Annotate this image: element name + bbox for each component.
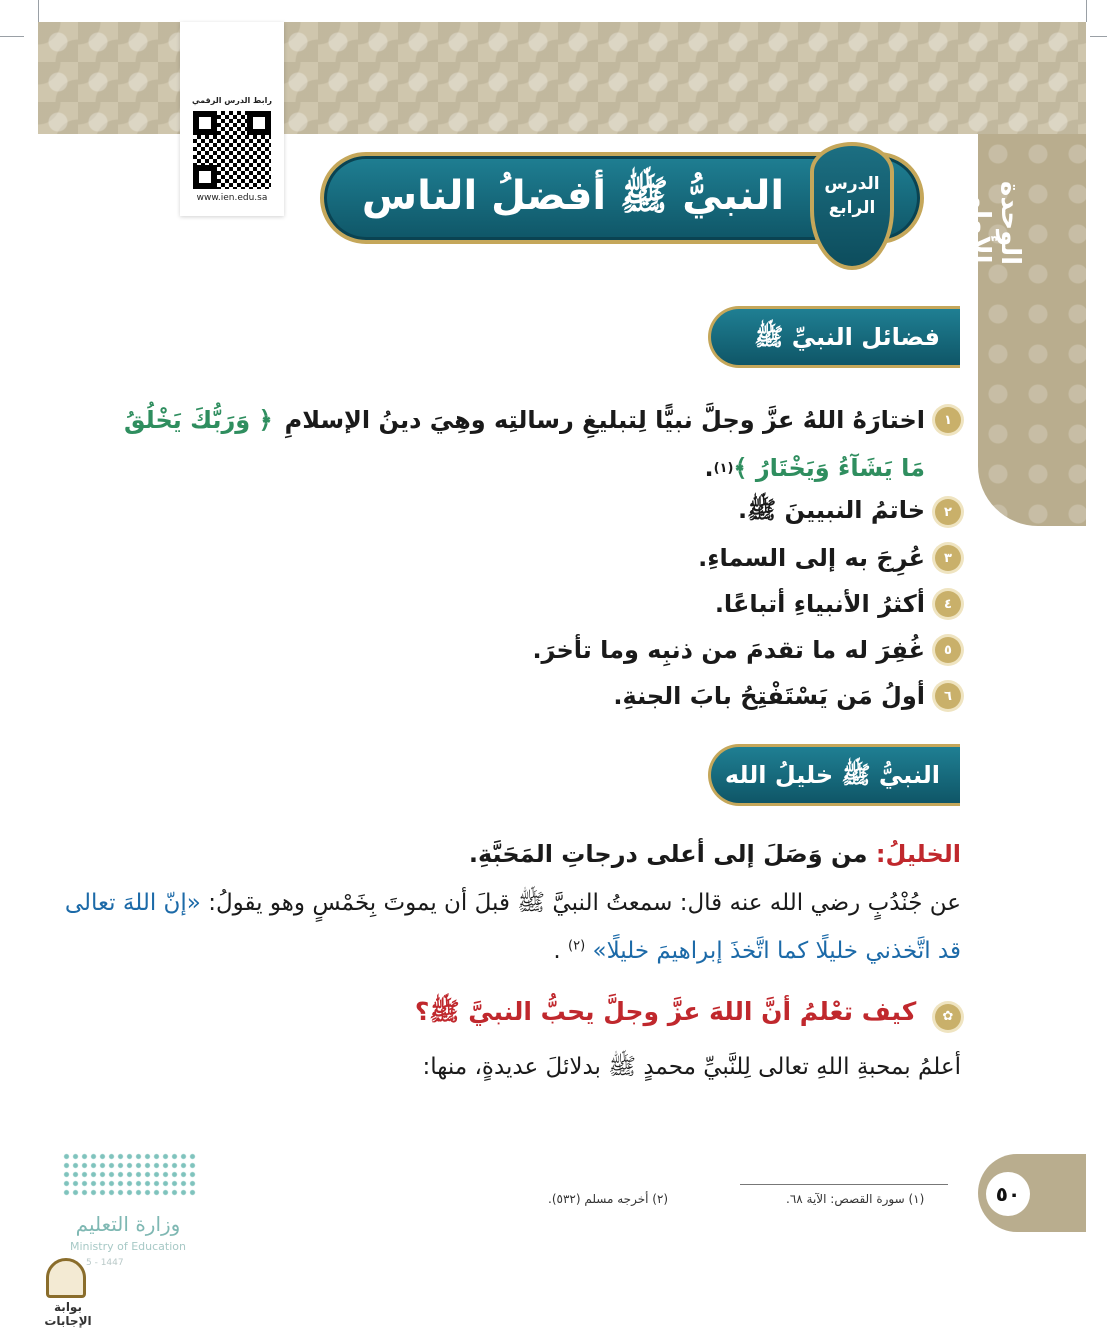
question-text: كيف تعْلمُ أنَّ اللهَ عزَّ وجلَّ يحبُّ النبيَّ ﷺ؟ [414, 997, 917, 1026]
lesson-title: النبيُّ ﷺ أفضلُ الناس [361, 173, 785, 219]
item-number-badge: ٢ [935, 499, 961, 525]
quran-verse-continued: مَا يَشَآءُ وَيَخْتَارُ ﴾ [733, 454, 925, 482]
item-number-badge: ٥ [935, 637, 961, 663]
item-number-badge: ٤ [935, 591, 961, 617]
lesson-badge-line1: الدرس [824, 174, 880, 194]
period: . [704, 454, 714, 482]
crop-mark [38, 0, 39, 22]
crop-mark [1090, 36, 1107, 37]
lesson-badge [810, 142, 894, 270]
watermark-text: بوابة الإجابات [44, 1300, 92, 1328]
flower-icon: ✿ [935, 1004, 961, 1030]
item-number-badge: ٦ [935, 683, 961, 709]
footnote-rule [740, 1184, 948, 1185]
list-item [613, 674, 961, 718]
hadith-line-1 [65, 888, 961, 922]
unit-label: الوحدة الأولى [965, 180, 1025, 266]
item-number-badge: ٣ [935, 545, 961, 571]
page-number: ٥٠ [986, 1172, 1030, 1216]
qr-url[interactable]: www.ien.edu.sa [196, 193, 268, 203]
item-text: اختارَهُ اللهُ عزَّ وجلَّ نبيًّا لِتبليغِ رسالتِه وهِيَ دينُ الإسلامِ [284, 406, 925, 434]
ministry-name-arabic: وزارة التعليم [75, 1212, 181, 1236]
item-text: عُرِجَ به إلى السماءِ. [698, 544, 925, 572]
list-item-continuation [704, 446, 961, 490]
item-number-badge: ١ [935, 407, 961, 433]
ministry-name-english: Ministry of Education [69, 1240, 186, 1253]
quran-verse: ﴿ وَرَبُّكَ يَخْلُقُ [124, 406, 273, 434]
lesson-badge-line2: الرابع [828, 198, 876, 218]
mosque-icon [46, 1258, 86, 1298]
definition-line [469, 840, 961, 868]
item-text: أكثرُ الأنبياءِ أتباعًا. [714, 590, 925, 618]
crop-mark [0, 36, 24, 37]
list-item [532, 628, 961, 672]
hadith-line-2 [553, 938, 961, 964]
list-item [738, 490, 961, 534]
hadith-rest: قد اتَّخذني خليلًا كما اتَّخذَ إبراهيمَ خليلًا» [592, 938, 961, 964]
item-text: أولُ مَن يَسْتَفْتِحُ بابَ الجنةِ. [613, 682, 925, 710]
question-line [415, 996, 961, 1033]
digital-lesson-qr-card[interactable] [180, 22, 284, 216]
section-heading-khalil: النبيُّ ﷺ خليلُ الله [708, 744, 960, 806]
ministry-logo-icon [62, 1152, 196, 1198]
footnote-ref: (٢) [568, 938, 586, 954]
definition-text: من وَصَلَ إلى أعلى درجاتِ المَحَبَّةِ. [468, 840, 868, 868]
section-heading-virtues: فضائل النبيِّ ﷺ [708, 306, 960, 368]
list-item [124, 398, 961, 442]
item-text: غُفِرَ له ما تقدمَ من ذنبِه وما تأخرَ. [532, 636, 925, 664]
period: . [553, 938, 561, 964]
hadith-start: «إنّ اللهَ تعالى [64, 890, 201, 916]
list-item [698, 536, 961, 580]
footnote-2: (٢) أخرجه مسلم (٥٣٢). [548, 1192, 669, 1206]
footnote-1: (١) سورة القصص: الآية ٦٨. [786, 1192, 925, 1206]
footnote-ref: (١) [713, 460, 734, 476]
qr-code-icon[interactable] [193, 111, 271, 189]
qr-caption: رابط الدرس الرقمي [192, 96, 272, 105]
definition-term: الخليلُ: [875, 840, 961, 868]
answer-intro: أعلمُ بمحبةِ اللهِ تعالى لِلنَّبيِّ محمدٍ ﷺ بدلائلَ عديدةٍ، منها: [422, 1054, 961, 1080]
ministry-year: 5 - 1447 [86, 1258, 124, 1268]
item-text: خاتمُ النبيينَ ﷺ. [738, 495, 925, 524]
crop-mark [1086, 0, 1087, 22]
list-item [715, 582, 961, 626]
hadith-intro: عن جُنْدُبٍ رضي الله عنه قال: سمعتُ النبيَّ ﷺ قبلَ أن يموتَ بِخَمْسٍ وهو يقولُ: [208, 890, 961, 916]
